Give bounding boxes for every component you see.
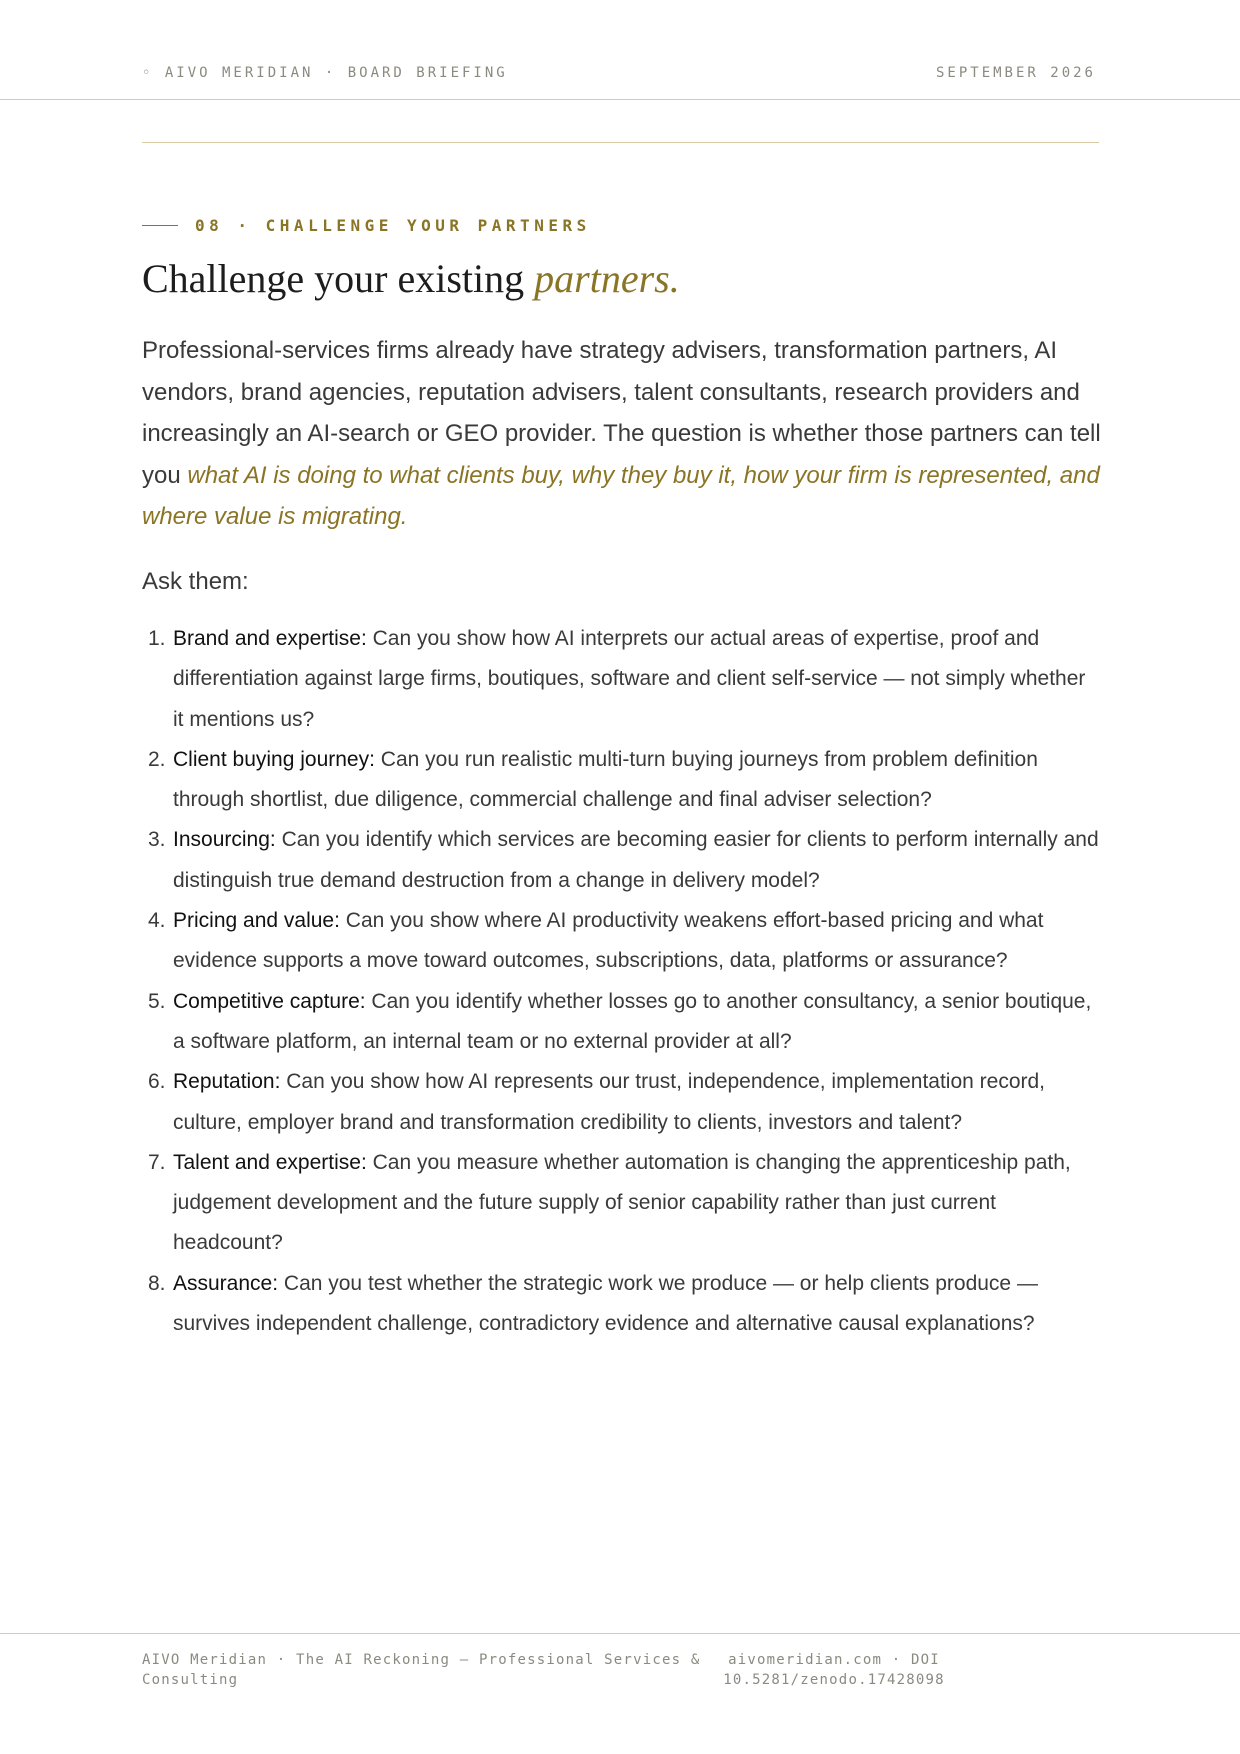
title-main: Challenge your existing [142, 256, 535, 301]
title-accent: partners. [534, 256, 680, 301]
intro-highlight: what AI is doing to what clients buy, why they buy it, how your firm is represented, and where value is migrating. [142, 461, 1100, 530]
intro-text: Professional-services firms already have strategy advisers, transformation partners, AI vendors, brand agencies, reputation advisers, talent consultants, research providers and increasingly an AI-search or GEO provider. The question is whether those partners can tell you [142, 337, 1101, 489]
item-text: Can you measure whether automation is changing the apprenticeship path, judgement development and the future supply of senior capability rather than just current headcount? [173, 1150, 1071, 1255]
item-number: 2. [148, 747, 166, 771]
item-label: Insourcing: [173, 828, 276, 852]
publication-date: SEPTEMBER 2026 [935, 65, 1096, 81]
kicker-label: 08 · CHALLENGE YOUR PARTNERS [195, 216, 591, 235]
item-label: Brand and expertise: [173, 627, 367, 650]
list-item [142, 820, 1100, 901]
item-text: Can you show how AI represents our trust, independence, implementation record, culture, employer brand and transformation credibility to clients, investors and talent? [173, 1070, 1046, 1134]
list-item [142, 740, 1100, 821]
item-text: Can you identify whether losses go to another consultancy, a senior boutique, a software platform, an internal team or no external provider at all? [173, 989, 1092, 1053]
item-label: Client buying journey: [173, 747, 375, 771]
footer-doi: aivomeridian.com · DOI 10.5281/zenodo.17428098 [723, 1652, 945, 1688]
item-text: Can you test whether the strategic work we produce — or help clients produce — survives independent challenge, contradictory evidence and alternative causal explanations? [173, 1271, 1038, 1336]
section-divider [142, 142, 1099, 143]
list-item [142, 982, 1100, 1063]
item-label: Talent and expertise: [173, 1150, 367, 1174]
question-list [142, 619, 1100, 1344]
intro-paragraph [142, 330, 1102, 538]
item-text: Can you show where AI productivity weakens effort-based pricing and what evidence supports a move toward outcomes, subscriptions, data, platforms or assurance? [173, 909, 1044, 973]
list-item [142, 901, 1100, 982]
item-label: Pricing and value: [173, 909, 340, 933]
brand-running-head: ◦ AIVO MERIDIAN · BOARD BRIEFING [142, 65, 508, 81]
item-number: 3. [148, 828, 166, 852]
list-item [142, 1264, 1100, 1345]
item-label: Competitive capture: [173, 989, 366, 1013]
item-text: Can you identify which services are becoming easier for clients to perform internally and distinguish true demand destruction from a change in delivery model? [173, 828, 1099, 892]
footer-publication: AIVO Meridian · The AI Reckoning — Professional Services & Consulting [142, 1652, 701, 1688]
item-text: Can you show how AI interprets our actual areas of expertise, proof and differentiation against large firms, boutiques, software and client self-service — not simply whether it mentions us? [173, 627, 1086, 731]
item-text: Can you run realistic multi-turn buying journeys from problem definition through shortlist, due diligence, commercial challenge and final adviser selection? [173, 747, 1038, 812]
list-item [142, 1062, 1100, 1143]
item-label: Assurance: [173, 1271, 279, 1295]
item-number: 1. [148, 627, 166, 650]
item-number: 4. [148, 909, 166, 933]
item-number: 6. [148, 1070, 166, 1094]
list-item [142, 619, 1100, 740]
footer-rule [0, 1633, 1240, 1634]
item-number: 7. [148, 1150, 166, 1174]
page-header [0, 0, 1240, 100]
item-number: 8. [148, 1271, 166, 1295]
kicker-rule [142, 225, 178, 226]
page-title [142, 255, 680, 302]
ask-them-label: Ask them: [142, 568, 249, 595]
item-number: 5. [148, 989, 166, 1013]
list-item [142, 1143, 1100, 1264]
item-label: Reputation: [173, 1070, 281, 1094]
section-kicker [142, 216, 591, 235]
